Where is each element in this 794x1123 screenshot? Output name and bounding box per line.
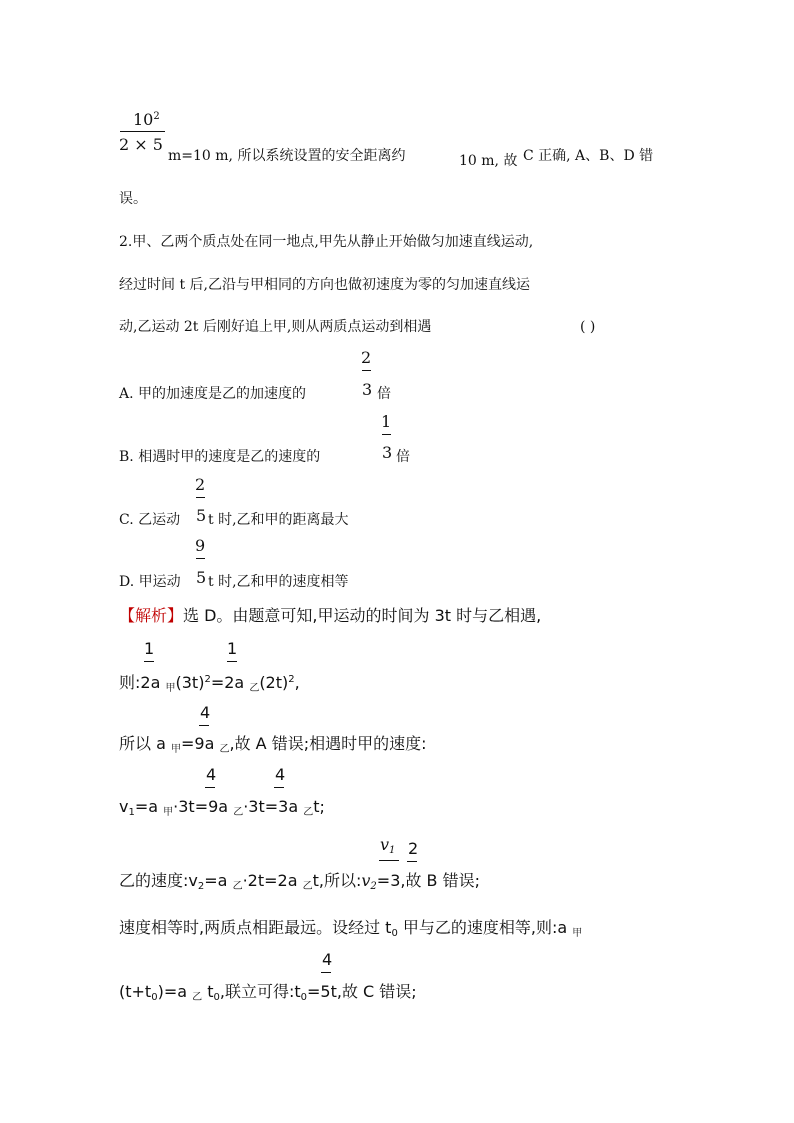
- question-line: 经过时间 t 后,乙沿与甲相同的方向也做初速度为零的匀加速直线运: [119, 277, 530, 293]
- option-d-numerator: 9: [195, 536, 206, 555]
- fraction-bar: [120, 131, 165, 132]
- fraction-bar: [379, 860, 399, 861]
- frac-num: 4: [206, 765, 217, 784]
- frac-num: 4: [275, 765, 286, 784]
- option-a-suffix: 倍: [377, 386, 391, 402]
- option-a: A. 甲的加速度是乙的加速度的: [119, 386, 307, 402]
- analysis-tag: 【解析】: [119, 606, 184, 625]
- option-b-numerator: 1: [381, 412, 392, 431]
- fraction-denominator: 2 × 5: [119, 135, 163, 154]
- fraction-bar: [274, 787, 284, 788]
- option-b: B. 相遇时甲的速度是乙的速度的: [119, 449, 321, 465]
- fraction-bar: [227, 661, 237, 662]
- option-d-suffix: t 时,乙和甲的速度相等: [208, 574, 349, 590]
- option-a-denominator: 3: [362, 380, 373, 399]
- option-b-suffix: 倍: [396, 449, 410, 465]
- fraction-bar: [321, 972, 331, 973]
- frac-num: 4: [322, 950, 333, 969]
- option-d: D. 甲运动: [119, 574, 181, 590]
- fraction-bar: [382, 434, 391, 435]
- text-line: m=10 m, 所以系统设置的安全距离约: [168, 148, 406, 164]
- option-b-denominator: 3: [382, 443, 393, 462]
- option-c: C. 乙运动: [119, 512, 181, 528]
- question-line: 动,乙运动 2t 后刚好追上甲,则从两质点运动到相遇: [119, 319, 432, 335]
- text-line: C 正确, A、B、D 错: [523, 148, 654, 164]
- option-a-numerator: 2: [361, 348, 372, 367]
- frac-num: 4: [200, 703, 211, 722]
- equation-line: 则:2a $_甲(3t)^2=2a$ $_乙(2t)^2$,: [119, 673, 300, 694]
- frac-num: 2: [408, 839, 419, 858]
- frac-num: 1: [227, 639, 238, 658]
- frac-num: $v_1$: [380, 835, 396, 856]
- fraction-bar: [362, 370, 371, 371]
- fraction-bar: [196, 558, 205, 559]
- equation-line: 乙的速度$:v_2=a$ $_乙$·2t=2a $_乙$t,所以$:v_2=3$,故 B 错误;: [119, 871, 481, 892]
- fraction-bar: [205, 787, 215, 788]
- text-line: 误。: [119, 191, 147, 207]
- equation-line: $v_1=a$ $_甲$·3t=9a $_乙$·3t=3a $_乙$t;: [119, 797, 325, 818]
- question-line: 2.甲、乙两个质点处在同一地点,甲先从静止开始做匀加速直线运动,: [119, 234, 534, 250]
- equation-line: $(t+t_0)=a$ $_乙$ $t_0$,联立可得$:t_0=5t$,故 C 错误;: [119, 982, 417, 1003]
- option-c-suffix: t 时,乙和甲的距离最大: [208, 512, 349, 528]
- text-line: 10 m, 故: [459, 153, 518, 169]
- fraction-bar: [196, 497, 205, 498]
- fraction-numerator: $10^2$: [133, 110, 160, 129]
- text-line: 速度相等时,两质点相距最远。设经过 $t_0$ 甲与乙的速度相等,则:a $_甲$: [119, 918, 583, 939]
- option-c-numerator: 2: [195, 475, 206, 494]
- frac-num: 1: [144, 639, 155, 658]
- fraction-bar: [199, 725, 209, 726]
- fraction-bar: [407, 861, 417, 862]
- answer-bracket: ( ): [580, 319, 596, 335]
- equation-line: 所以 a $_甲$=9a $_乙$,故 A 错误;相遇时甲的速度:: [119, 734, 427, 755]
- option-d-denominator: 5: [196, 568, 207, 587]
- fraction-bar: [144, 661, 154, 662]
- analysis-intro: 【解析】选 D。由题意可知,甲运动的时间为 3t 时与乙相遇,: [119, 606, 542, 625]
- option-c-denominator: 5: [196, 506, 207, 525]
